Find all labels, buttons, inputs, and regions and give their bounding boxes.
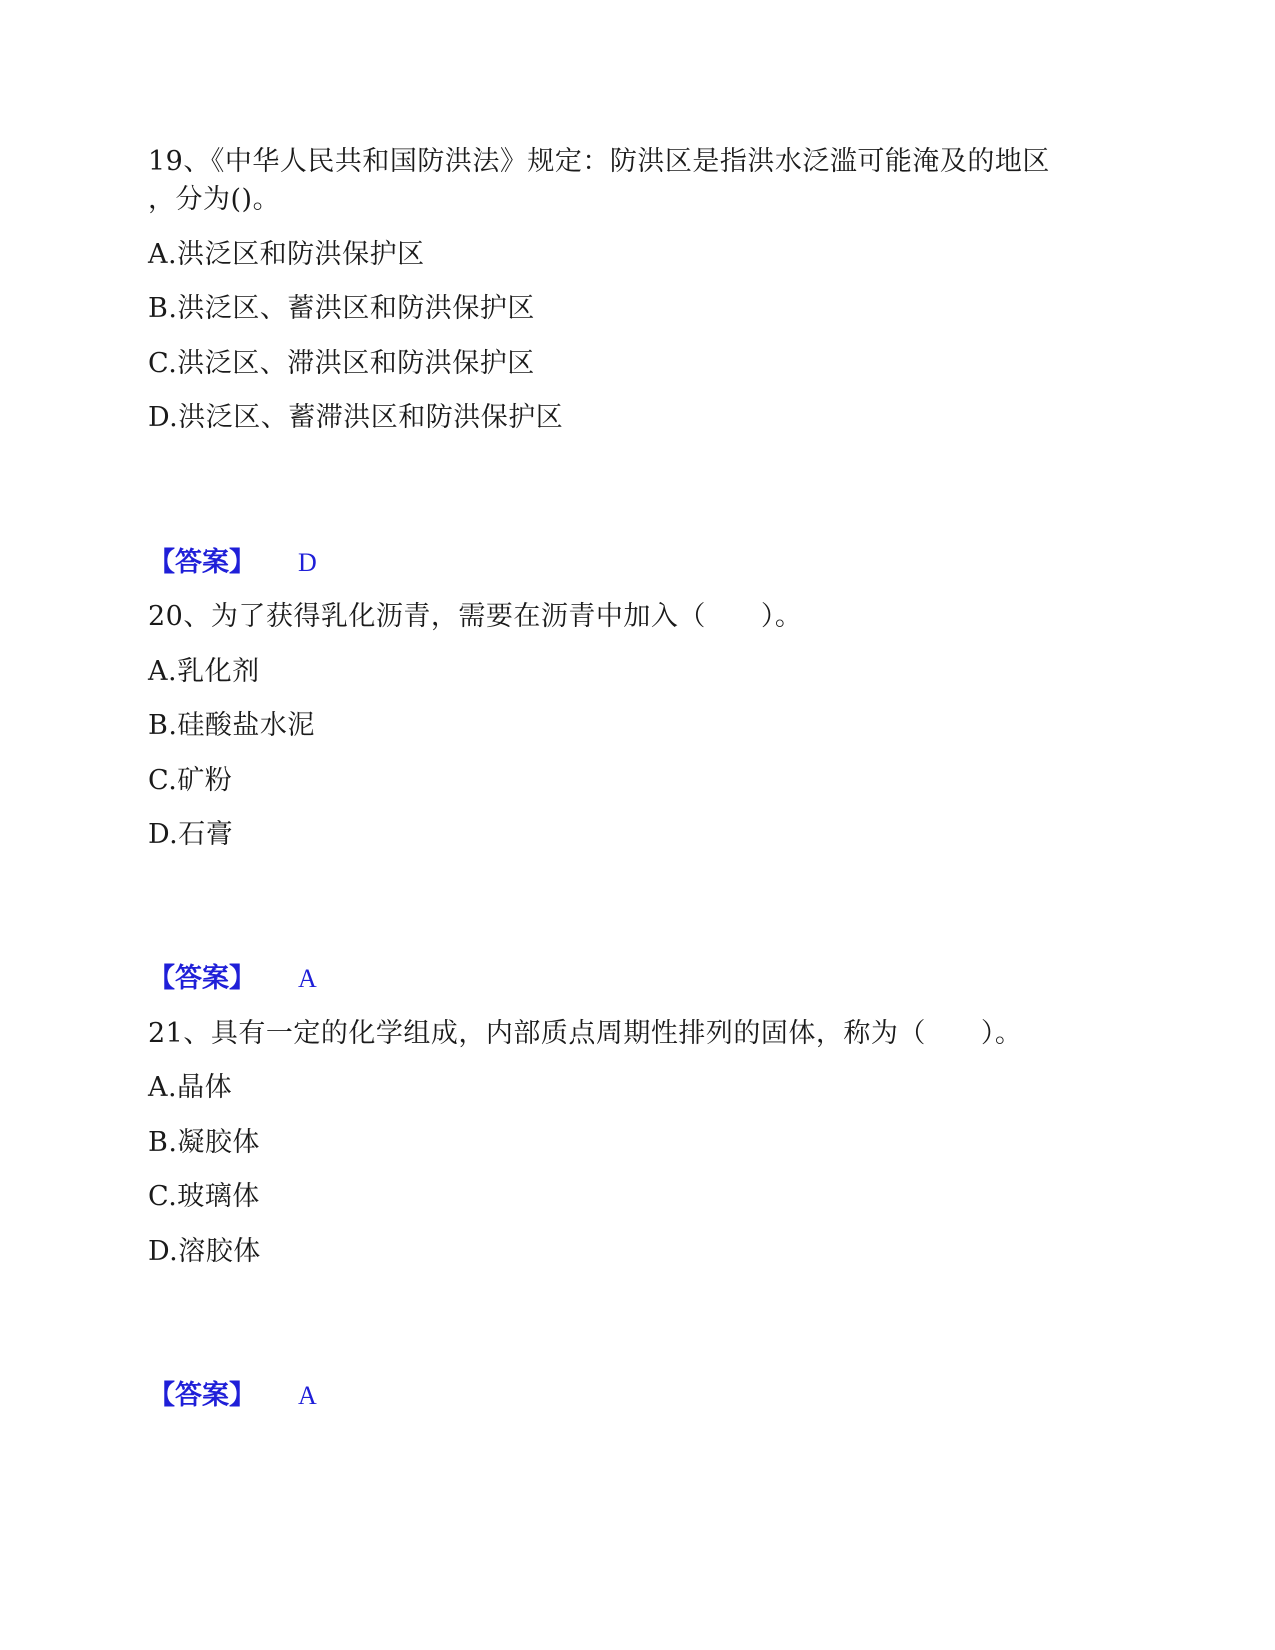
question-20-text: 20、为了获得乳化沥青，需要在沥青中加入（ ）。: [148, 601, 803, 632]
question-19-text-cont: ，分为()。: [148, 184, 281, 215]
question-20-option-a: A.乳化剂: [148, 656, 260, 687]
question-19-option-d: D.洪泛区、蓄滞洪区和防洪保护区: [148, 402, 564, 433]
question-19-option-b: B.洪泛区、蓄洪区和防洪保护区: [148, 293, 535, 324]
question-19-answer: [148, 545, 317, 581]
question-21-option-a: A.晶体: [148, 1072, 233, 1103]
answer-label: 【答案】: [148, 1380, 256, 1411]
question-19-text: 19、《中华人民共和国防洪法》规定：防洪区是指洪水泛滥可能淹及的地区: [148, 146, 1050, 177]
answer-value: D: [298, 548, 317, 577]
question-20-option-d: D.石膏: [148, 819, 234, 850]
question-21-answer: [148, 1378, 317, 1414]
question-19-option-c: C.洪泛区、滞洪区和防洪保护区: [148, 348, 535, 379]
answer-label: 【答案】: [148, 547, 256, 578]
question-20-option-c: C.矿粉: [148, 765, 233, 796]
question-21-option-d: D.溶胶体: [148, 1236, 261, 1267]
question-20-option-b: B.硅酸盐水泥: [148, 710, 315, 741]
question-21-text: 21、具有一定的化学组成，内部质点周期性排列的固体，称为（ ）。: [148, 1018, 1023, 1049]
question-20-answer: [148, 961, 317, 997]
answer-label: 【答案】: [148, 963, 256, 994]
question-21-option-c: C.玻璃体: [148, 1181, 260, 1212]
question-21-option-b: B.凝胶体: [148, 1127, 260, 1158]
question-19-option-a: A.洪泛区和防洪保护区: [148, 239, 425, 270]
answer-value: A: [298, 1381, 317, 1410]
answer-value: A: [298, 964, 317, 993]
